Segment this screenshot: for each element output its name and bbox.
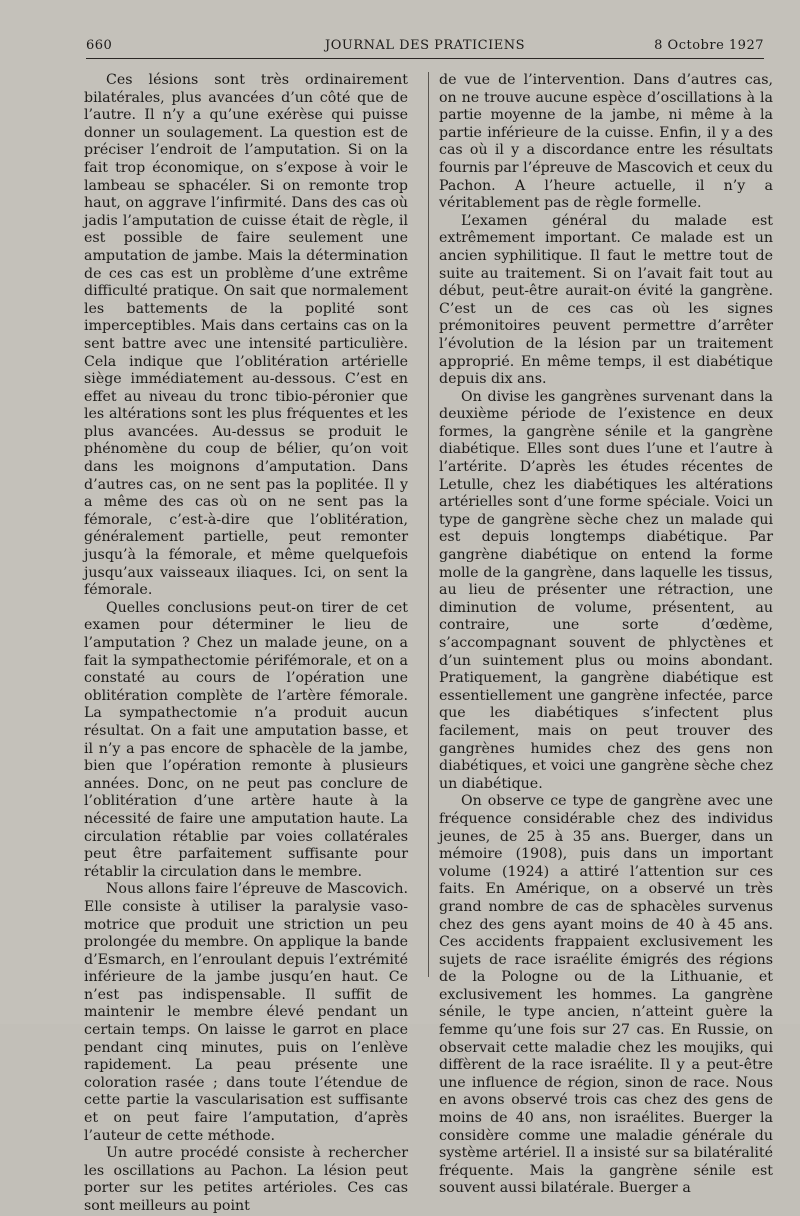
paragraph: On divise les gangrènes survenant dans la deuxième période de l’existence en deux formes, la gangrène sénile et la gangrène diabétique. Elles sont dues l’une et l’autre à l’artérite. D’après les études récentes de Letulle, chez les diabétiques les altérations artérielles sont d’une forme spéciale. Voici un type de gangrène sèche chez un malade qui est depuis longtemps diabétique. Par gangrène diabétique on entend la forme molle de la gangrène, dans laquelle les tissus, au lieu de présenter une rétraction, une diminution de volume, présentent, au contraire, une sorte d’œdème, s’accompagnant souvent de phlyctènes et d’un suintement plus ou moins abondant. Pratiquement, la gangrène diabétique est essentiellement une gangrène infectée, parce que les diabétiques s’infectent plus facilement, mais on peut trouver des gangrènes humides chez des gens non diabétiques, et voici une gangrène sèche chez un diabétique. [439, 388, 773, 792]
paragraph: Quelles conclusions peut-on tirer de cet examen pour déterminer le lieu de l’amputation ? Chez un malade jeune, on a fait la sympathectomie périfémorale, et on a constaté au cours de l’opération une oblitération complète de l’artère fémorale. La sympathectomie n’a produit aucun résultat. On a fait une amputation basse, et il n’y a pas encore de sphacèle de la jambe, bien que l’opération remonte à plusieurs années. Donc, on ne peut pas conclure de l’oblitération d’une artère haute à la nécessité de faire une amputation haute. La circulation rétablie par voies collatérales peut être parfaitement suffisante pour rétablir la circulation dans le membre. [84, 599, 408, 880]
paragraph: Ces lésions sont très ordinairement bilatérales, plus avancées d’un côté que de l’autre. Il n’y a qu’une exérèse qui puisse donner un soulagement. La question est de préciser l’endroit de l’amputation. Si on la fait trop économique, on s’expose à voir le lambeau se sphacéler. Si on remonte trop haut, on aggrave l’infirmité. Dans des cas où jadis l’amputation de cuisse était de règle, il est possible de faire seulement une amputation de jambe. Mais la détermination de ces cas est un problème d’une extrême difficulté pratique. On sait que normalement les battements de la poplité sont imperceptibles. Mais dans certains cas on la sent battre avec une intensité particulière. Cela indique que l’oblitération artérielle siège immédiatement au-dessous. C’est en effet au niveau du tronc tibio-péronier que les altérations sont les plus fréquentes et les plus avancées. Au-dessus se produit le phénomène du coup de bélier, qu’on voit dans les moignons d’amputation. Dans d’autres cas, on ne sent pas la poplitée. Il y a même des cas où on ne sent pas la fémorale, c’est-à-dire que l’oblitération, généralement partielle, peut remonter jusqu’à la fémorale, et même quelquefois jusqu’aux vaisseaux iliaques. Ici, on sent la fémorale. [84, 72, 408, 599]
running-header [86, 38, 764, 59]
paragraph: de vue de l’intervention. Dans d’autres cas, on ne trouve aucune espèce d’oscillations à la partie moyenne de la jambe, ni même à la partie inférieure de la cuisse. Enfin, il y a des cas où il y a discordance entre les résultats fournis par l’épreuve de Mascovich et ceux du Pachon. A l’heure actuelle, il n’y a véritablement pas de règle formelle. [439, 72, 773, 212]
right-column [439, 72, 773, 1198]
column-divider [428, 72, 429, 977]
paragraph: Nous allons faire l’épreuve de Mascovich. Elle consiste à utiliser la paralysie vaso-motrice que produit une striction un peu prolongée du membre. On applique la bande d’Esmarch, en l’enroulant depuis l’extrémité inférieure de la jambe jusqu’en haut. Ce n’est pas indispensable. Il suffit de maintenir le membre élevé pendant un certain temps. On laisse le garrot en place pendant cinq minutes, puis on l’enlève rapidement. La peau présente une coloration rasée ; dans toute l’étendue de cette partie la vascularisation est suffisante et on peut faire l’amputation, d’après l’auteur de cette méthode. [84, 881, 408, 1144]
issue-date: 8 Octobre 1927 [654, 38, 764, 53]
left-column [84, 72, 408, 1216]
page-number: 660 [86, 38, 113, 53]
paragraph: L’examen général du malade est extrêmement important. Ce malade est un ancien syphilitique. Il faut le mettre tout de suite au traitement. Si on l’avait fait tout au début, peut-être aurait-on évité la gangrène. C’est un de ces cas où les signes prémonitoires peuvent permettre d’arrêter l’évolution de la lésion par un traitement approprié. En même temps, il est diabétique depuis dix ans. [439, 212, 773, 388]
paragraph: Un autre procédé consiste à rechercher les oscillations au Pachon. La lésion peut porter sur les petites artérioles. Ces cas sont meilleurs au point [84, 1145, 408, 1214]
journal-title: JOURNAL DES PRATICIENS [325, 38, 525, 53]
paragraph: On observe ce type de gangrène avec une fréquence considérable chez des individus jeunes, de 25 à 35 ans. Buerger, dans un mémoire (1908), puis dans un important volume (1924) a attiré l’attention sur ces faits. En Amérique, on a observé un très grand nombre de cas de sphacèles survenus chez des gens ayant moins de 40 à 45 ans. Ces accidents frappaient exclusivement les sujets de race israélite émigrés des régions de la Pologne ou de la Lithuanie, et exclusivement les hommes. La gangrène sénile, le type ancien, n’atteint guère la femme qu’une fois sur 27 cas. En Russie, on observait cette maladie chez les moujiks, qui diffèrent de la race israélite. Il y a peut-être une influence de région, sinon de race. Nous en avons observé trois cas chez des gens de moins de 40 ans, non israélites. Buerger la considère comme une maladie générale du système artériel. Il a insisté sur sa bilatéralité fréquente. Mais la gangrène sénile est souvent aussi bilatérale. Buerger a [439, 793, 773, 1197]
